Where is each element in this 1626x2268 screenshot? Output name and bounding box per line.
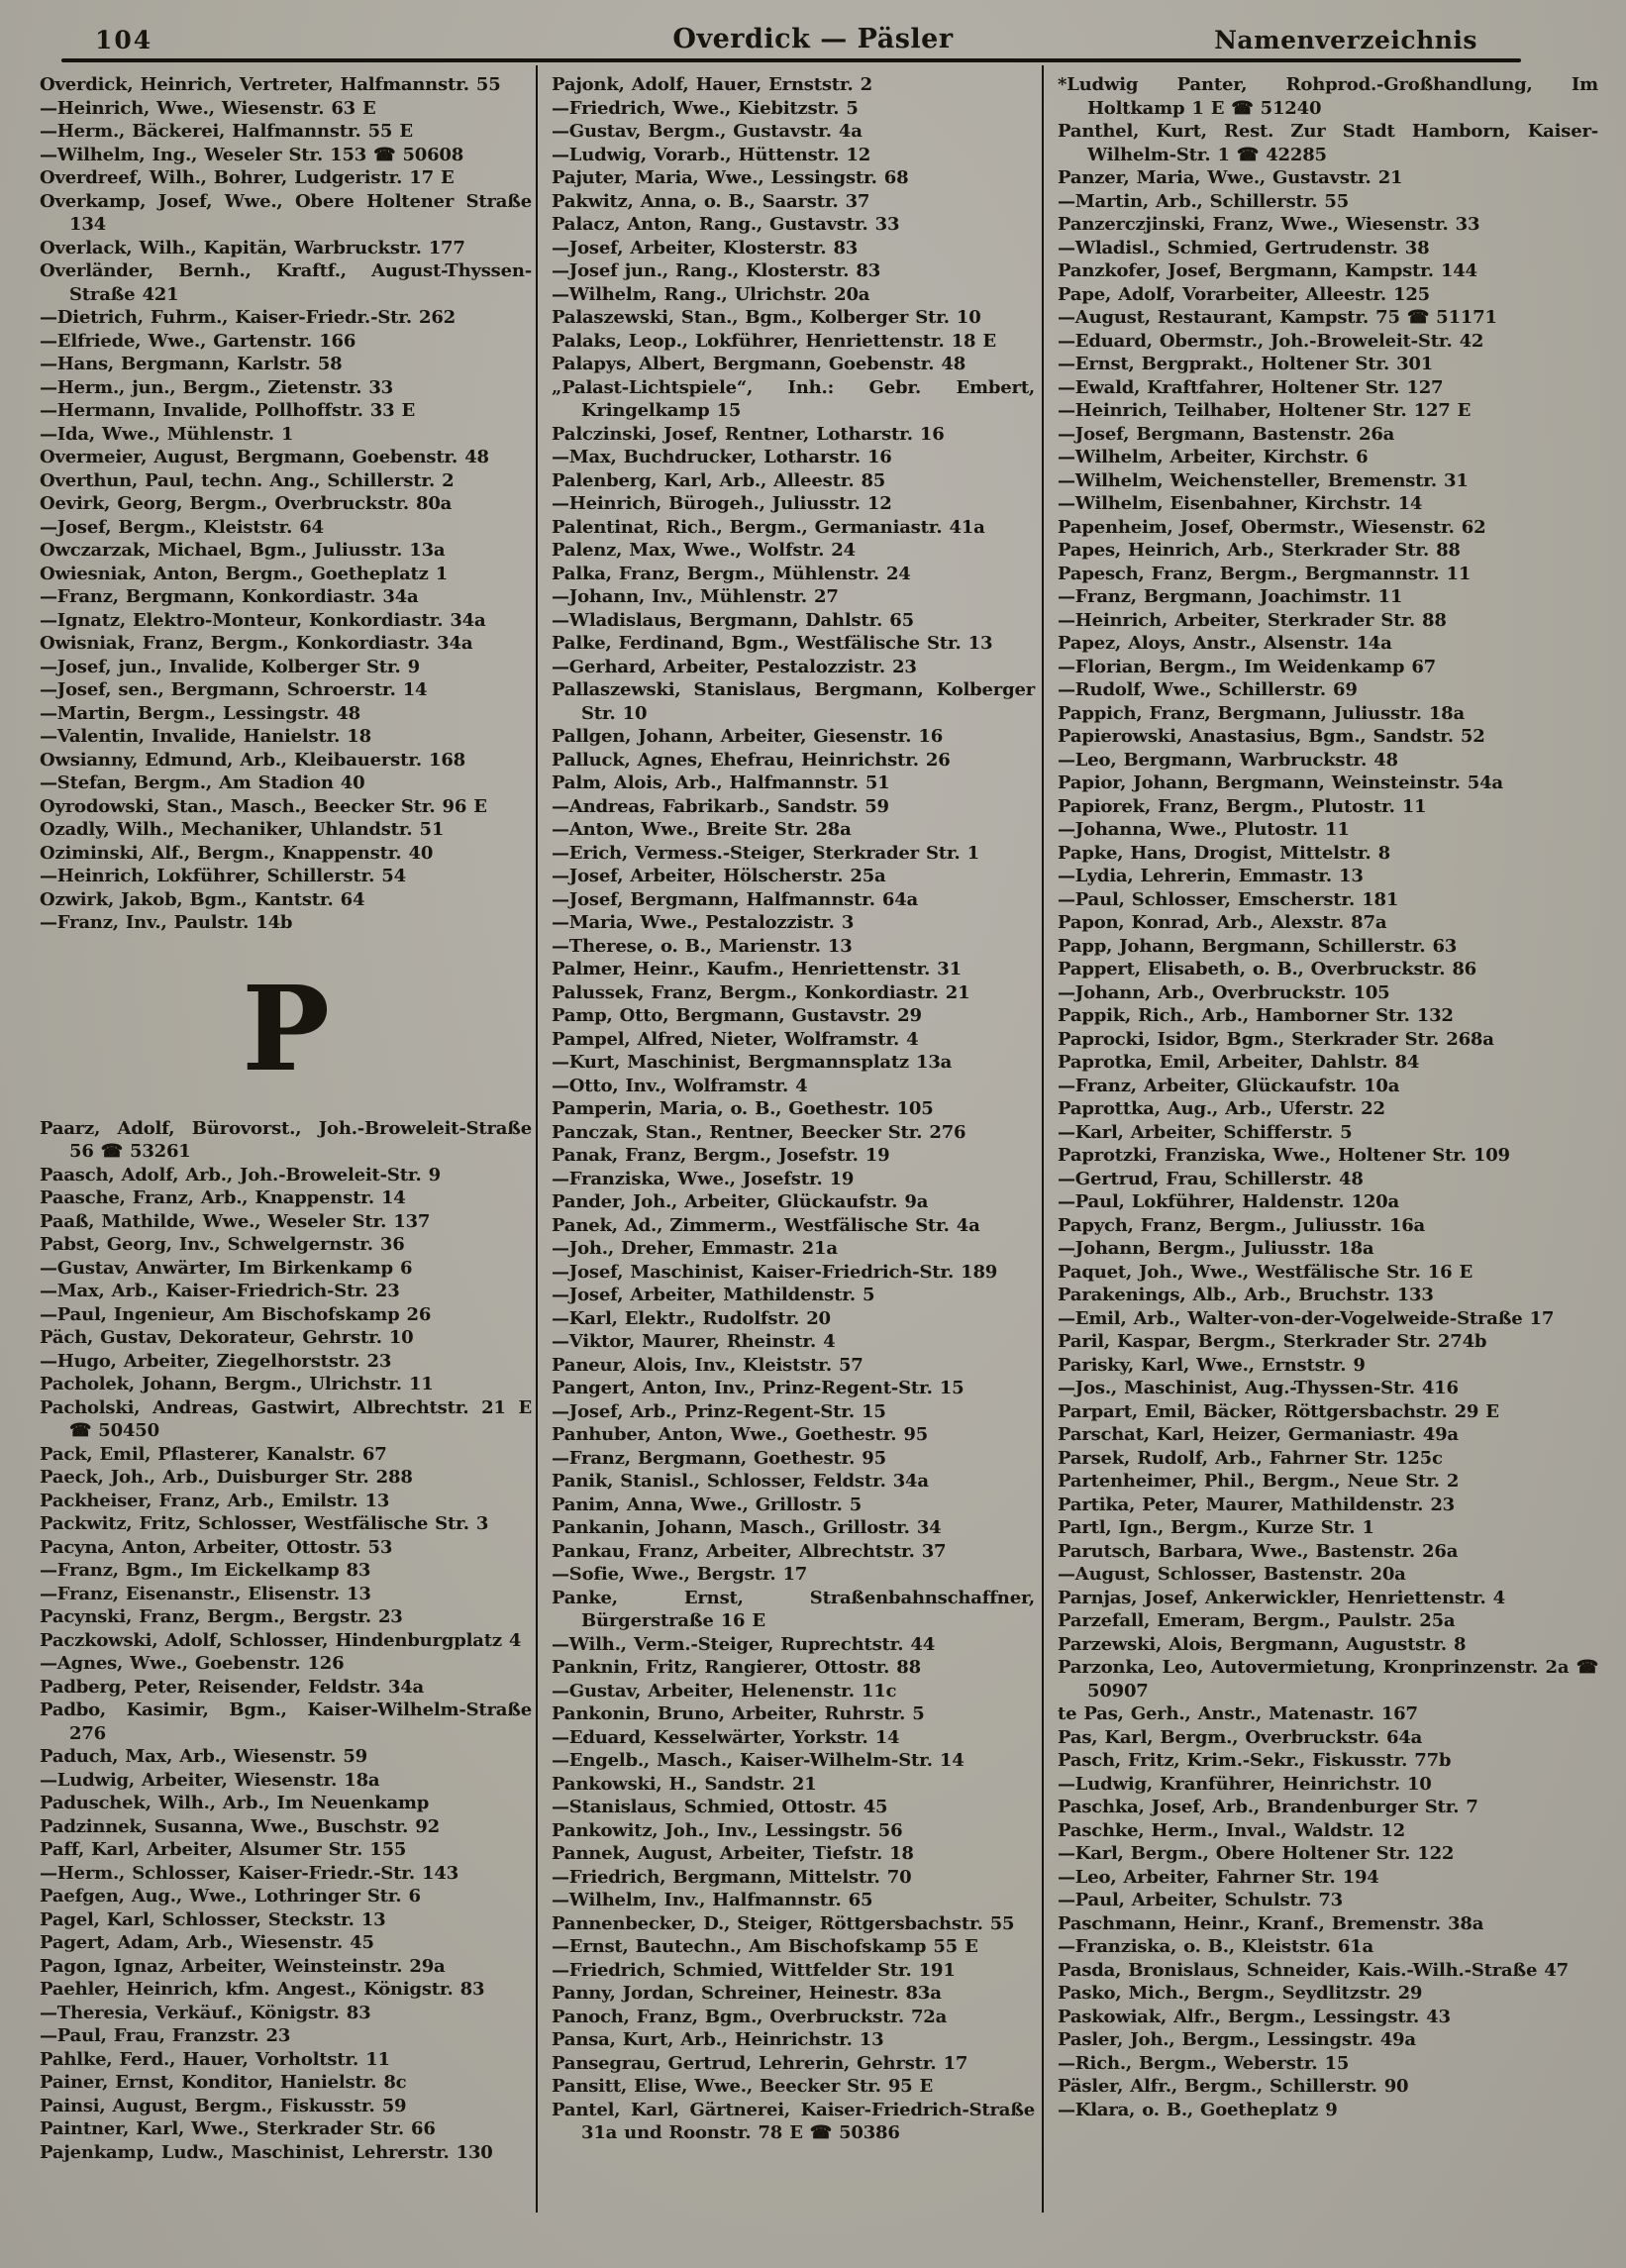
directory-entry: Pankanin, Johann, Masch., Grillostr. 34 xyxy=(552,1517,942,1538)
directory-entry: *Ludwig Panter, Rohprod.-Großhandlung, Im Holtkamp 1 E ☎ 51240 xyxy=(1058,74,1598,119)
directory-entry: —Eduard, Kesselwärter, Yorkstr. 14 xyxy=(552,1726,900,1748)
directory-entry: —Stanislaus, Schmied, Ottostr. 45 xyxy=(552,1797,888,1817)
directory-entry: —Viktor, Maurer, Rheinstr. 4 xyxy=(552,1331,836,1352)
directory-entry: Papiorek, Franz, Bergm., Plutostr. 11 xyxy=(1058,795,1427,817)
directory-entry: Paril, Kaspar, Bergm., Sterkrader Str. 274b xyxy=(1058,1331,1487,1352)
directory-entry: —Josef, Arbeiter, Klosterstr. 83 xyxy=(552,237,859,258)
directory-entry: Pacyna, Anton, Arbeiter, Ottostr. 53 xyxy=(40,1536,393,1558)
directory-entry: Paasche, Franz, Arb., Knappenstr. 14 xyxy=(40,1187,406,1208)
directory-entry: Panzer, Maria, Wwe., Gustavstr. 21 xyxy=(1058,167,1403,188)
directory-entry: Paprottka, Aug., Arb., Uferstr. 22 xyxy=(1058,1098,1385,1119)
directory-entry: Parzonka, Leo, Autovermietung, Kronprinzenstr. 2a ☎ 50907 xyxy=(1058,1657,1598,1701)
directory-column-1 xyxy=(40,73,532,2164)
directory-entry: Paaß, Mathilde, Wwe., Weseler Str. 137 xyxy=(40,1210,431,1232)
directory-entry: Padberg, Peter, Reisender, Feldstr. 34a xyxy=(40,1676,424,1698)
directory-entry: —Martin, Bergm., Lessingstr. 48 xyxy=(40,702,360,724)
directory-entry: Panoch, Franz, Bgm., Overbruckstr. 72a xyxy=(552,2006,948,2027)
directory-entry: Palenberg, Karl, Arb., Alleestr. 85 xyxy=(552,469,886,491)
directory-entry: Overthun, Paul, techn. Ang., Schillerstr. 2 xyxy=(40,469,455,491)
directory-entry: Pankowski, H., Sandstr. 21 xyxy=(552,1773,817,1795)
directory-entry: —Gustav, Arbeiter, Helenenstr. 11c xyxy=(552,1680,897,1701)
directory-entry: Papez, Aloys, Anstr., Alsenstr. 14a xyxy=(1058,633,1392,654)
directory-entry: —Stefan, Bergm., Am Stadion 40 xyxy=(40,773,365,793)
directory-entry: —Ludwig, Kranführer, Heinrichstr. 10 xyxy=(1058,1773,1432,1795)
directory-entry: Paprotka, Emil, Arbeiter, Dahlstr. 84 xyxy=(1058,1052,1420,1073)
page-title: Overdick — Päsler xyxy=(672,24,954,54)
directory-entry: Packwitz, Fritz, Schlosser, Westfälische Str. 3 xyxy=(40,1513,489,1534)
directory-entry: —Theresia, Verkäuf., Königstr. 83 xyxy=(40,2002,371,2023)
directory-entry: Papon, Konrad, Arb., Alexstr. 87a xyxy=(1058,912,1387,933)
directory-entry: Parakenings, Alb., Arb., Bruchstr. 133 xyxy=(1058,1285,1434,1305)
directory-entry: Papior, Johann, Bergmann, Weinsteinstr. 54a xyxy=(1058,773,1503,793)
page-number: 104 xyxy=(95,26,153,54)
directory-entry: Palussek, Franz, Bergm., Konkordiastr. 21 xyxy=(552,981,970,1003)
directory-entry: Papp, Johann, Bergmann, Schillerstr. 63 xyxy=(1058,935,1458,957)
column-separator-1 xyxy=(536,65,538,2213)
directory-entry: —Anton, Wwe., Breite Str. 28a xyxy=(552,819,852,840)
directory-entry: —Emil, Arb., Walter-von-der-Vogelweide-Straße 17 xyxy=(1058,1307,1555,1329)
directory-entry: Paeck, Joh., Arb., Duisburger Str. 288 xyxy=(40,1467,413,1488)
directory-entry: Panke, Ernst, Straßenbahnschaffner, Bürgerstraße 16 E xyxy=(552,1587,1035,1631)
directory-entry: —Friedrich, Schmied, Wittfelder Str. 191 xyxy=(552,1959,956,1981)
directory-entry: —Herm., Bäckerei, Halfmannstr. 55 E xyxy=(40,121,413,142)
directory-entry: Pahlke, Ferd., Hauer, Vorholtstr. 11 xyxy=(40,2048,390,2070)
directory-entry: Pander, Joh., Arbeiter, Glückaufstr. 9a xyxy=(552,1191,929,1212)
directory-entry: Pakwitz, Anna, o. B., Saarstr. 37 xyxy=(552,190,870,212)
directory-entry: Overmeier, August, Bergmann, Goebenstr. 48 xyxy=(40,447,489,467)
directory-entry: —August, Schlosser, Bastenstr. 20a xyxy=(1058,1564,1406,1585)
directory-entry: Painsi, August, Bergm., Fiskusstr. 59 xyxy=(40,2095,407,2116)
directory-entry: —Wladisl., Schmied, Gertrudenstr. 38 xyxy=(1058,237,1430,258)
directory-entry: Parzewski, Alois, Bergmann, Auguststr. 8 xyxy=(1058,1633,1467,1655)
directory-entry: —Franziska, Wwe., Josefstr. 19 xyxy=(552,1168,855,1189)
directory-entry: Packheiser, Franz, Arb., Emilstr. 13 xyxy=(40,1490,390,1511)
directory-entry: —Heinrich, Bürogeh., Juliusstr. 12 xyxy=(552,493,892,514)
directory-entry: Pas, Karl, Bergm., Overbruckstr. 64a xyxy=(1058,1726,1423,1748)
directory-entry: Panny, Jordan, Schreiner, Heinestr. 83a xyxy=(552,1983,942,2004)
directory-entry: —Hugo, Arbeiter, Ziegelhorststr. 23 xyxy=(40,1350,392,1372)
directory-entry: te Pas, Gerh., Anstr., Matenastr. 167 xyxy=(1058,1703,1418,1724)
directory-entry: Palka, Franz, Bergm., Mühlenstr. 24 xyxy=(552,563,911,584)
directory-entry: —Friedrich, Wwe., Kiebitzstr. 5 xyxy=(552,97,859,119)
directory-entry: —Ernst, Bautechn., Am Bischofskamp 55 E xyxy=(552,1936,978,1957)
directory-entry: Pape, Adolf, Vorarbeiter, Alleestr. 125 xyxy=(1058,283,1430,305)
directory-entry: —Ludwig, Arbeiter, Wiesenstr. 18a xyxy=(40,1769,380,1791)
directory-entry: —Wilhelm, Inv., Halfmannstr. 65 xyxy=(552,1890,873,1910)
directory-entry: Pannek, August, Arbeiter, Tiefstr. 18 xyxy=(552,1843,914,1864)
directory-entry: Pacynski, Franz, Bergm., Bergstr. 23 xyxy=(40,1606,403,1627)
directory-entry: Pasler, Joh., Bergm., Lessingstr. 49a xyxy=(1058,2029,1416,2050)
directory-entry: —Franz, Inv., Paulstr. 14b xyxy=(40,912,293,933)
directory-entry: Oziminski, Alf., Bergm., Knappenstr. 40 xyxy=(40,842,434,864)
directory-entry: —Paul, Frau, Franzstr. 23 xyxy=(40,2025,291,2046)
directory-entry: Palentinat, Rich., Bergm., Germaniastr. 41a xyxy=(552,516,985,538)
directory-entry: Paasch, Adolf, Arb., Joh.-Broweleit-Str. 9 xyxy=(40,1164,441,1186)
directory-entry: —Max, Buchdrucker, Lotharstr. 16 xyxy=(552,447,892,467)
directory-entry: —Josef, Arbeiter, Hölscherstr. 25a xyxy=(552,866,886,886)
directory-entry: —Hermann, Invalide, Pollhoffstr. 33 E xyxy=(40,400,415,421)
directory-entry: Päch, Gustav, Dekorateur, Gehrstr. 10 xyxy=(40,1327,414,1348)
directory-entry: Pankonin, Bruno, Arbeiter, Ruhrstr. 5 xyxy=(552,1703,925,1724)
directory-entry: Panek, Ad., Zimmerm., Westfälische Str. 4a xyxy=(552,1214,980,1236)
directory-entry: Palaszewski, Stan., Bgm., Kolberger Str. 10 xyxy=(552,307,981,328)
directory-entry: Palke, Ferdinand, Bgm., Westfälische Str. 13 xyxy=(552,633,993,654)
directory-entry: Pagert, Adam, Arb., Wiesenstr. 45 xyxy=(40,1932,374,1953)
directory-entry: Paschka, Josef, Arb., Brandenburger Str. 7 xyxy=(1058,1797,1478,1817)
directory-entry: —Johann, Inv., Mühlenstr. 27 xyxy=(552,586,839,607)
directory-entry: „Palast-Lichtspiele“, Inh.: Gebr. Embert, Kringelkamp 15 xyxy=(552,376,1035,421)
directory-entry: Papierowski, Anastasius, Bgm., Sandstr. 52 xyxy=(1058,726,1485,747)
directory-entry: —Franz, Arbeiter, Glückaufstr. 10a xyxy=(1058,1075,1400,1096)
directory-entry: Parnjas, Josef, Ankerwickler, Henriettenstr. 4 xyxy=(1058,1587,1505,1608)
directory-entry: Palaks, Leop., Lokführer, Henriettenstr. 18 E xyxy=(552,330,996,352)
directory-entry: Oevirk, Georg, Bergm., Overbruckstr. 80a xyxy=(40,493,453,514)
directory-entry: —Leo, Arbeiter, Fahrner Str. 194 xyxy=(1058,1866,1379,1888)
directory-entry: Pampel, Alfred, Nieter, Wolframstr. 4 xyxy=(552,1028,919,1050)
directory-entry: Partl, Ign., Bergm., Kurze Str. 1 xyxy=(1058,1517,1374,1538)
directory-entry: Pabst, Georg, Inv., Schwelgernstr. 36 xyxy=(40,1234,405,1255)
directory-entry: Panim, Anna, Wwe., Grillostr. 5 xyxy=(552,1494,863,1515)
directory-entry: Padzinnek, Susanna, Wwe., Buschstr. 92 xyxy=(40,1815,440,1837)
directory-entry: —Max, Arb., Kaiser-Friedrich-Str. 23 xyxy=(40,1281,400,1301)
directory-entry: —Josef, Bergmann, Halfmannstr. 64a xyxy=(552,888,918,910)
directory-entry: Owisniak, Franz, Bergm., Konkordiastr. 34a xyxy=(40,633,473,654)
directory-entry: Pacholski, Andreas, Gastwirt, Albrechtstr. 21 E ☎ 50450 xyxy=(40,1396,532,1441)
directory-entry: Pasch, Fritz, Krim.-Sekr., Fiskusstr. 77b xyxy=(1058,1750,1452,1771)
directory-entry: —Johann, Bergm., Juliusstr. 18a xyxy=(1058,1238,1374,1259)
directory-entry: Palluck, Agnes, Ehefrau, Heinrichstr. 26 xyxy=(552,749,951,771)
directory-entry: Palenz, Max, Wwe., Wolfstr. 24 xyxy=(552,540,856,561)
directory-entry: Pasko, Mich., Bergm., Seydlitzstr. 29 xyxy=(1058,1983,1423,2004)
directory-entry: Panhuber, Anton, Wwe., Goethestr. 95 xyxy=(552,1424,929,1445)
directory-entry: —Paul, Schlosser, Emscherstr. 181 xyxy=(1058,888,1399,910)
directory-entry: Paschmann, Heinr., Kranf., Bremenstr. 38a xyxy=(1058,1912,1484,1934)
directory-entry: Painer, Ernst, Konditor, Hanielstr. 8c xyxy=(40,2072,407,2093)
directory-entry: Panthel, Kurt, Rest. Zur Stadt Hamborn, Kaiser-Wilhelm-Str. 1 ☎ 42285 xyxy=(1058,121,1598,165)
directory-entry: —Ewald, Kraftfahrer, Holtener Str. 127 xyxy=(1058,376,1444,398)
directory-entry: —Ida, Wwe., Mühlenstr. 1 xyxy=(40,423,294,445)
directory-entry: —Franziska, o. B., Kleiststr. 61a xyxy=(1058,1936,1373,1957)
directory-entry: —Rich., Bergm., Weberstr. 15 xyxy=(1058,2052,1350,2074)
directory-entry: Papes, Heinrich, Arb., Sterkrader Str. 88 xyxy=(1058,540,1461,561)
directory-entry: —Ludwig, Vorarb., Hüttenstr. 12 xyxy=(552,144,871,165)
column-separator-2 xyxy=(1042,65,1044,2213)
directory-entry: Pappert, Elisabeth, o. B., Overbruckstr. 86 xyxy=(1058,959,1476,979)
directory-entry: —Josef, Maschinist, Kaiser-Friedrich-Str. 189 xyxy=(552,1261,998,1283)
directory-entry: —Sofie, Wwe., Bergstr. 17 xyxy=(552,1564,808,1585)
directory-entry: Pansitt, Elise, Wwe., Beecker Str. 95 E xyxy=(552,2076,934,2097)
directory-entry: —Heinrich, Wwe., Wiesenstr. 63 E xyxy=(40,97,376,119)
directory-entry: Palacz, Anton, Rang., Gustavstr. 33 xyxy=(552,214,900,235)
directory-entry: Panik, Stanisl., Schlosser, Feldstr. 34a xyxy=(552,1471,929,1492)
directory-entry: Palapys, Albert, Bergmann, Goebenstr. 48 xyxy=(552,354,966,374)
directory-entry: Paefgen, Aug., Wwe., Lothringer Str. 6 xyxy=(40,1886,421,1907)
section-label: Namenverzeichnis xyxy=(1214,26,1477,54)
directory-entry: Oyrodowski, Stan., Masch., Beecker Str. 96 E xyxy=(40,795,487,817)
directory-entry: Owiesniak, Anton, Bergm., Goetheplatz 1 xyxy=(40,563,449,584)
directory-entry: —Dietrich, Fuhrm., Kaiser-Friedr.-Str. 262 xyxy=(40,307,457,328)
directory-entry: Paskowiak, Alfr., Bergm., Lessingstr. 43 xyxy=(1058,2006,1451,2027)
directory-entry: Pajuter, Maria, Wwe., Lessingstr. 68 xyxy=(552,167,909,188)
directory-entry: —Karl, Elektr., Rudolfstr. 20 xyxy=(552,1307,831,1329)
directory-entry: Panzkofer, Josef, Bergmann, Kampstr. 144 xyxy=(1058,260,1477,281)
directory-entry: Pappich, Franz, Bergmann, Juliusstr. 18a xyxy=(1058,702,1465,724)
directory-entry: Pajenkamp, Ludw., Maschinist, Lehrerstr. 130 xyxy=(40,2141,493,2163)
directory-entry: Palczinski, Josef, Rentner, Lotharstr. 16 xyxy=(552,423,945,445)
directory-entry: —Karl, Bergm., Obere Holtener Str. 122 xyxy=(1058,1843,1455,1864)
directory-entry: —Klara, o. B., Goetheplatz 9 xyxy=(1058,2099,1338,2120)
directory-entry: —Wilhelm, Rang., Ulrichstr. 20a xyxy=(552,283,870,305)
directory-column-2 xyxy=(552,73,1035,2145)
directory-entry: —Erich, Vermess.-Steiger, Sterkrader Str. 1 xyxy=(552,842,979,864)
directory-entry: —Heinrich, Lokführer, Schillerstr. 54 xyxy=(40,866,406,886)
directory-entry: —Therese, o. B., Marienstr. 13 xyxy=(552,935,853,957)
directory-entry: —Karl, Arbeiter, Schifferstr. 5 xyxy=(1058,1121,1353,1143)
directory-entry: —Valentin, Invalide, Hanielstr. 18 xyxy=(40,726,371,747)
directory-entry: Paehler, Heinrich, kfm. Angest., Königstr. 83 xyxy=(40,1979,485,2000)
directory-entry: Pasda, Bronislaus, Schneider, Kais.-Wilh.-Straße 47 xyxy=(1058,1959,1569,1981)
directory-entry: —Paul, Ingenieur, Am Bischofskamp 26 xyxy=(40,1303,432,1325)
directory-entry: —Franz, Eisenanstr., Elisenstr. 13 xyxy=(40,1583,371,1604)
directory-entry: Papke, Hans, Drogist, Mittelstr. 8 xyxy=(1058,842,1390,864)
directory-entry: —Ignatz, Elektro-Monteur, Konkordiastr. 34a xyxy=(40,609,486,631)
directory-entry: Owczarzak, Michael, Bgm., Juliusstr. 13a xyxy=(40,540,446,561)
directory-entry: —Franz, Bergmann, Konkordiastr. 34a xyxy=(40,586,419,607)
directory-column-3 xyxy=(1058,73,1598,2121)
directory-entry: —Friedrich, Bergmann, Mittelstr. 70 xyxy=(552,1866,912,1888)
directory-entry: —Paul, Arbeiter, Schulstr. 73 xyxy=(1058,1890,1344,1910)
directory-entry: Paschke, Herm., Inval., Waldstr. 12 xyxy=(1058,1819,1406,1841)
directory-entry: —Paul, Lokführer, Haldenstr. 120a xyxy=(1058,1191,1399,1212)
directory-entry: —Rudolf, Wwe., Schillerstr. 69 xyxy=(1058,679,1358,700)
directory-entry: —Heinrich, Arbeiter, Sterkrader Str. 88 xyxy=(1058,609,1447,631)
directory-entry: —Lydia, Lehrerin, Emmastr. 13 xyxy=(1058,866,1364,886)
directory-entry: —Franz, Bgm., Im Eickelkamp 83 xyxy=(40,1560,371,1581)
directory-entry: —Josef, Arbeiter, Mathildenstr. 5 xyxy=(552,1285,875,1305)
directory-entry: Parpart, Emil, Bäcker, Röttgersbachstr. 29 E xyxy=(1058,1400,1499,1422)
directory-entry: Parisky, Karl, Wwe., Ernststr. 9 xyxy=(1058,1354,1366,1376)
directory-entry: —Wilh., Verm.-Steiger, Ruprechtstr. 44 xyxy=(552,1633,936,1655)
header-rule xyxy=(61,58,1521,62)
directory-entry: —Herm., jun., Bergm., Zietenstr. 33 xyxy=(40,376,394,398)
directory-entry: Overlack, Wilh., Kapitän, Warbruckstr. 177 xyxy=(40,237,465,258)
directory-entry: Papesch, Franz, Bergm., Bergmannstr. 11 xyxy=(1058,563,1472,584)
directory-entry: Pajonk, Adolf, Hauer, Ernststr. 2 xyxy=(552,74,872,95)
directory-entry: —Ernst, Bergprakt., Holtener Str. 301 xyxy=(1058,354,1434,374)
directory-entry: Paff, Karl, Arbeiter, Alsumer Str. 155 xyxy=(40,1839,407,1860)
directory-entry: —Engelb., Masch., Kaiser-Wilhelm-Str. 14 xyxy=(552,1750,965,1771)
directory-entry: —Joh., Dreher, Emmastr. 21a xyxy=(552,1238,838,1259)
directory-entry: Overdreef, Wilh., Bohrer, Ludgeristr. 17 E xyxy=(40,167,455,188)
directory-entry: —Franz, Bergmann, Goethestr. 95 xyxy=(552,1447,886,1469)
directory-entry: Palmer, Heinr., Kaufm., Henriettenstr. 31 xyxy=(552,959,962,979)
directory-entry: Parutsch, Barbara, Wwe., Bastenstr. 26a xyxy=(1058,1540,1459,1562)
directory-entry: —Jos., Maschinist, Aug.-Thyssen-Str. 416 xyxy=(1058,1378,1459,1398)
section-initial-letter: P xyxy=(242,959,330,1097)
directory-entry: Paneur, Alois, Inv., Kleiststr. 57 xyxy=(552,1354,864,1376)
directory-entry: Overkamp, Josef, Wwe., Obere Holtener Straße 134 xyxy=(40,190,532,235)
directory-entry: Panczak, Stan., Rentner, Beecker Str. 276 xyxy=(552,1121,966,1143)
directory-entry: Pagel, Karl, Schlosser, Steckstr. 13 xyxy=(40,1908,386,1930)
directory-entry: —Wladislaus, Bergmann, Dahlstr. 65 xyxy=(552,609,914,631)
directory-entry: Pansa, Kurt, Arb., Heinrichstr. 13 xyxy=(552,2029,884,2050)
directory-entry: Panzerczjinski, Franz, Wwe., Wiesenstr. 33 xyxy=(1058,214,1480,235)
directory-entry: —Maria, Wwe., Pestalozzistr. 3 xyxy=(552,912,855,933)
directory-entry: Pansegrau, Gertrud, Lehrerin, Gehrstr. 17 xyxy=(552,2052,968,2074)
directory-entry: —Josef, Bergm., Kleiststr. 64 xyxy=(40,516,324,538)
directory-entry: —Gustav, Bergm., Gustavstr. 4a xyxy=(552,121,863,142)
directory-entry: —Heinrich, Teilhaber, Holtener Str. 127 E xyxy=(1058,400,1472,421)
directory-entry: —Otto, Inv., Wolframstr. 4 xyxy=(552,1075,808,1096)
directory-entry: Pannenbecker, D., Steiger, Röttgersbachstr. 55 xyxy=(552,1912,1015,1934)
directory-entry: Panknin, Fritz, Rangierer, Ottostr. 88 xyxy=(552,1657,921,1678)
directory-entry: Parzefall, Emeram, Bergm., Paulstr. 25a xyxy=(1058,1610,1456,1631)
directory-entry: Overdick, Heinrich, Vertreter, Halfmannstr. 55 xyxy=(40,74,501,95)
directory-entry: —Josef, jun., Invalide, Kolberger Str. 9 xyxy=(40,656,420,677)
directory-entry: —Josef, sen., Bergmann, Schroerstr. 14 xyxy=(40,679,428,700)
directory-entry: Pagon, Ignaz, Arbeiter, Weinsteinstr. 29a xyxy=(40,1955,446,1977)
directory-entry: Parschat, Karl, Heizer, Germaniastr. 49a xyxy=(1058,1424,1459,1445)
directory-entry: —Herm., Schlosser, Kaiser-Friedr.-Str. 143 xyxy=(40,1862,459,1884)
directory-entry: Päsler, Alfr., Bergm., Schillerstr. 90 xyxy=(1058,2076,1409,2097)
directory-entry: Pack, Emil, Pflasterer, Kanalstr. 67 xyxy=(40,1443,387,1465)
directory-entry: —Wilhelm, Arbeiter, Kirchstr. 6 xyxy=(1058,447,1369,467)
directory-entry: —Josef, Bergmann, Bastenstr. 26a xyxy=(1058,423,1395,445)
directory-entry: Paduschek, Wilh., Arb., Im Neuenkamp xyxy=(40,1793,430,1813)
directory-entry: Pankau, Franz, Arbeiter, Albrechtstr. 37 xyxy=(552,1540,947,1562)
directory-entry: Palm, Alois, Arb., Halfmannstr. 51 xyxy=(552,773,890,793)
directory-entry: Ozadly, Wilh., Mechaniker, Uhlandstr. 51 xyxy=(40,819,445,840)
directory-entry: —Johanna, Wwe., Plutostr. 11 xyxy=(1058,819,1350,840)
directory-entry: Pallaszewski, Stanislaus, Bergmann, Kolberger Str. 10 xyxy=(552,679,1035,724)
directory-entry: Parsek, Rudolf, Arb., Fahrner Str. 125c xyxy=(1058,1447,1443,1469)
directory-entry: —Wilhelm, Ing., Weseler Str. 153 ☎ 50608 xyxy=(40,144,464,165)
directory-entry: Paprotzki, Franziska, Wwe., Holtener Str. 109 xyxy=(1058,1145,1510,1166)
directory-entry: Pallgen, Johann, Arbeiter, Giesenstr. 16 xyxy=(552,726,944,747)
directory-entry: Panak, Franz, Bergm., Josefstr. 19 xyxy=(552,1145,890,1166)
directory-entry: Pappik, Rich., Arb., Hamborner Str. 132 xyxy=(1058,1005,1454,1026)
directory-entry: —Florian, Bergm., Im Weidenkamp 67 xyxy=(1058,656,1436,677)
directory-entry: Pamp, Otto, Bergmann, Gustavstr. 29 xyxy=(552,1005,922,1026)
directory-entry: Padbo, Kasimir, Bgm., Kaiser-Wilhelm-Straße 276 xyxy=(40,1700,532,1744)
directory-entry: —Wilhelm, Weichensteller, Bremenstr. 31 xyxy=(1058,469,1469,491)
directory-entry: —Josef, Arb., Prinz-Regent-Str. 15 xyxy=(552,1400,886,1422)
directory-entry: Pantel, Karl, Gärtnerei, Kaiser-Friedrich-Straße 31a und Roonstr. 78 E ☎ 50386 xyxy=(552,2099,1035,2143)
directory-entry: —Eduard, Obermstr., Joh.-Broweleit-Str. 42 xyxy=(1058,330,1484,352)
directory-entry: Paduch, Max, Arb., Wiesenstr. 59 xyxy=(40,1746,367,1767)
directory-entry: Ozwirk, Jakob, Bgm., Kantstr. 64 xyxy=(40,888,365,910)
directory-entry: Paquet, Joh., Wwe., Westfälische Str. 16 E xyxy=(1058,1261,1474,1283)
directory-entry: —August, Restaurant, Kampstr. 75 ☎ 51171 xyxy=(1058,307,1497,328)
directory-entry: —Gustav, Anwärter, Im Birkenkamp 6 xyxy=(40,1257,413,1279)
directory-entry: Owsianny, Edmund, Arb., Kleibauerstr. 168 xyxy=(40,749,465,771)
directory-entry: —Franz, Bergmann, Joachimstr. 11 xyxy=(1058,586,1403,607)
directory-entry: —Martin, Arb., Schillerstr. 55 xyxy=(1058,190,1350,212)
directory-entry: Partenheimer, Phil., Bergm., Neue Str. 2 xyxy=(1058,1471,1460,1492)
directory-entry: Paarz, Adolf, Bürovorst., Joh.-Broweleit-Straße 56 ☎ 53261 xyxy=(40,1117,532,1162)
directory-entry: Papenheim, Josef, Obermstr., Wiesenstr. 62 xyxy=(1058,516,1486,538)
directory-entry: —Kurt, Maschinist, Bergmannsplatz 13a xyxy=(552,1052,953,1073)
directory-entry: Paintner, Karl, Wwe., Sterkrader Str. 66 xyxy=(40,2118,436,2139)
directory-entry: —Wilhelm, Eisenbahner, Kirchstr. 14 xyxy=(1058,493,1423,514)
directory-entry: Paprocki, Isidor, Bgm., Sterkrader Str. 268a xyxy=(1058,1028,1494,1050)
page-header xyxy=(0,24,1626,57)
directory-entry: —Hans, Bergmann, Karlstr. 58 xyxy=(40,354,343,374)
directory-entry: Paczkowski, Adolf, Schlosser, Hindenburgplatz 4 xyxy=(40,1629,522,1651)
directory-entry: —Gertrud, Frau, Schillerstr. 48 xyxy=(1058,1168,1364,1189)
directory-entry: —Johann, Arb., Overbruckstr. 105 xyxy=(1058,981,1390,1003)
directory-entry: Pacholek, Johann, Bergm., Ulrichstr. 11 xyxy=(40,1374,434,1394)
directory-entry: —Andreas, Fabrikarb., Sandstr. 59 xyxy=(552,795,889,817)
directory-entry: —Josef jun., Rang., Klosterstr. 83 xyxy=(552,260,881,281)
directory-entry: —Gerhard, Arbeiter, Pestalozzistr. 23 xyxy=(552,656,917,677)
directory-entry: —Elfriede, Wwe., Gartenstr. 166 xyxy=(40,330,356,352)
directory-entry: Pangert, Anton, Inv., Prinz-Regent-Str. 15 xyxy=(552,1378,965,1398)
directory-entry: Pankowitz, Joh., Inv., Lessingstr. 56 xyxy=(552,1819,903,1841)
directory-entry: Papych, Franz, Bergm., Juliusstr. 16a xyxy=(1058,1214,1425,1236)
directory-entry: Pamperin, Maria, o. B., Goethestr. 105 xyxy=(552,1098,934,1119)
directory-entry: Overländer, Bernh., Kraftf., August-Thyssen-Straße 421 xyxy=(40,260,532,305)
directory-entry: Partika, Peter, Maurer, Mathildenstr. 23 xyxy=(1058,1494,1455,1515)
directory-entry: —Agnes, Wwe., Goebenstr. 126 xyxy=(40,1653,345,1674)
directory-entry: —Leo, Bergmann, Warbruckstr. 48 xyxy=(1058,749,1398,771)
